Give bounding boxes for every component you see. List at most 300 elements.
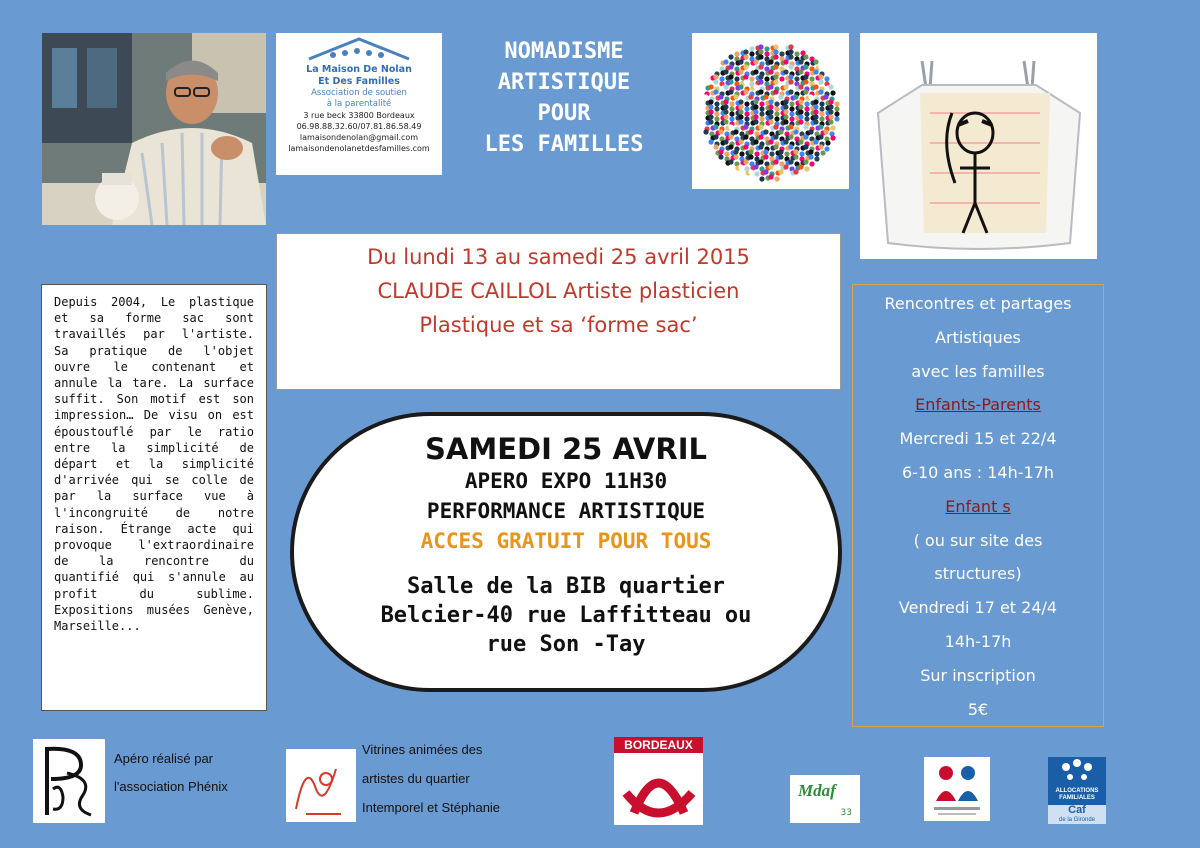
bio-text: Depuis 2004, Le plastique et sa forme sac sont travaillés par l'artiste. Sa pratique de l'objet ouvre le contenant et annule la tare. La surface suffit. Son motif est son impression… De visu on est époustouflé par le ratio entre la simplicité de départ et la simplicité d'arrivée qui se colle de par la surface vue à l'incongruité de notre raison. Étrange acte qui provoque l'extraordinaire de la rencontre du quantifié qui s'annule au profit du sublime. Expositions musées Genève, Marseille... [54, 295, 254, 634]
mosaic-dot [738, 84, 743, 89]
rencontres-line-enfants: Enfant s [945, 496, 1011, 516]
mosaic-dot [723, 139, 728, 144]
mosaic-dot [804, 101, 809, 106]
mosaic-dot [768, 114, 773, 119]
bordeaux-crescents-icon [614, 753, 703, 825]
mosaic-dot [768, 99, 773, 104]
mosaic-dot [793, 154, 798, 159]
mosaic-dot [723, 59, 728, 64]
mosaic-dot [798, 119, 803, 124]
mosaic-dot [783, 69, 788, 74]
mosaic-dot [813, 59, 818, 64]
mosaic-dot [713, 74, 718, 79]
mosaic-dot [773, 74, 778, 79]
mosaic-dot [758, 124, 763, 129]
mosaic-dot [723, 114, 728, 119]
mosaic-dot [729, 111, 734, 116]
mosaic-dot [803, 54, 808, 59]
vitrines-caption-line3: Intemporel et Stéphanie [362, 800, 501, 815]
title-line-2: ARTISTIQUE [497, 70, 631, 95]
mosaic-dot [734, 76, 739, 81]
mosaic-dot [758, 89, 763, 94]
mosaic-dot [789, 106, 794, 111]
mosaic-dot [779, 51, 784, 56]
mosaic-dot [758, 74, 763, 79]
mosaic-dot [834, 101, 839, 106]
mosaic-dot [793, 149, 798, 154]
mosaic-dot [758, 54, 763, 59]
mosaic-dot [738, 109, 743, 114]
mosaic-dot [748, 169, 753, 174]
mosaic-dot [828, 109, 833, 114]
mosaic-dot [778, 129, 783, 134]
mosaic-dot [713, 134, 718, 139]
mosaic-dot [808, 149, 813, 154]
mosaic-dot [738, 114, 743, 119]
mosaic-dot [728, 144, 733, 149]
mosaic-dot [764, 51, 769, 56]
mosaic-dot [728, 134, 733, 139]
title-line-1: NOMADISME [504, 39, 624, 64]
mosaic-dot [813, 119, 818, 124]
mosaic-dot [808, 154, 813, 159]
mosaic-dot [783, 59, 788, 64]
mosaic-dot [773, 134, 778, 139]
mosaic-dot [768, 104, 773, 109]
mosaic-dot [798, 164, 803, 169]
nolan-subtitle-line1: Association de soutien [311, 88, 407, 98]
mosaic-dot [708, 114, 713, 119]
mosaic-dot [758, 49, 763, 54]
mosaic-dot [743, 79, 748, 84]
plastic-bag-illustration [860, 33, 1097, 259]
mosaic-dot [723, 104, 728, 109]
highlight-access: ACCES GRATUIT POUR TOUS [420, 529, 712, 553]
highlight-day: SAMEDI 25 AVRIL [425, 432, 707, 466]
mosaic-dot [713, 124, 718, 129]
mosaic-dot [783, 84, 788, 89]
mosaic-dot [778, 169, 783, 174]
mosaic-dot [748, 94, 753, 99]
vitrines-drawing-icon [286, 749, 356, 822]
mosaic-dot [804, 166, 809, 171]
mosaic-dot [729, 106, 734, 111]
mosaic-dot [714, 116, 719, 121]
mosaic-dot [818, 74, 823, 79]
mosaic-dot [778, 94, 783, 99]
mosaic-dot [753, 119, 758, 124]
mosaic-dot [733, 94, 738, 99]
mosaic-dot [825, 140, 830, 145]
mosaic-dot [803, 64, 808, 69]
mosaic-dot [759, 111, 764, 116]
mosaic-circle-illustration [692, 33, 849, 189]
mosaic-dot [793, 129, 798, 134]
mosaic-dot [788, 74, 793, 79]
mdaf-number: 33 [840, 808, 852, 818]
mosaic-dot [708, 99, 713, 104]
mosaic-dot [779, 76, 784, 81]
mosaic-dot [774, 116, 779, 121]
mosaic-dot [739, 151, 744, 156]
mosaic-dot [763, 149, 768, 154]
mosaic-dot [818, 79, 823, 84]
mosaic-dot [774, 111, 779, 116]
mosaic-dot [768, 59, 773, 64]
mosaic-dot [708, 139, 713, 144]
mosaic-dot [763, 169, 768, 174]
rencontres-line: 6-10 ans : 14h-17h [901, 462, 1054, 482]
mosaic-dot [834, 116, 839, 121]
highlight-venue-line1: Salle de la BIB quartier [407, 574, 725, 599]
mosaic-dot [743, 124, 748, 129]
title-line-3: POUR [537, 101, 591, 126]
mosaic-dot [778, 149, 783, 154]
mosaic-dot [773, 44, 778, 49]
mosaic-dot [803, 79, 808, 84]
mosaic-dot [753, 59, 758, 64]
artist-photo [42, 33, 266, 225]
caf-line3: Caf [1068, 804, 1086, 816]
mosaic-dot [768, 69, 773, 74]
caf-line4: de la Gironde [1058, 817, 1096, 823]
mosaic-dot [788, 124, 793, 129]
mosaic-dot [818, 124, 823, 129]
mosaic-dot [779, 46, 784, 51]
mosaic-dot [794, 76, 799, 81]
mosaic-dot [813, 114, 818, 119]
mosaic-dot [798, 84, 803, 89]
mosaic-dot [728, 79, 733, 84]
mosaic-dot [733, 149, 738, 154]
event-info-box [276, 233, 841, 390]
mosaic-dot [789, 116, 794, 121]
mosaic-dot [813, 69, 818, 74]
mosaic-dot [798, 59, 803, 64]
phenix-caption-line2: l'association Phénix [114, 779, 228, 794]
mosaic-dot [773, 89, 778, 94]
mosaic-dot [824, 146, 829, 151]
highlight-apero: APERO EXPO 11H30 [464, 469, 668, 493]
mosaic-dot [718, 154, 723, 159]
caf-logo [1048, 757, 1106, 823]
nolan-subtitle-line2: à la parentalité [326, 99, 392, 109]
mosaic-dot [813, 109, 818, 114]
highlight-performance: PERFORMANCE ARTISTIQUE [426, 499, 706, 523]
mosaic-dot [718, 149, 723, 154]
mdaf-label: Mdaf [798, 781, 836, 800]
mosaic-dot [818, 134, 823, 139]
mosaic-dot [753, 69, 758, 74]
mosaic-dot [734, 51, 739, 56]
rencontres-line: Rencontres et partages [884, 294, 1072, 313]
mosaic-dot [723, 109, 728, 114]
mosaic-dot [778, 154, 783, 159]
mosaic-dot [834, 106, 839, 111]
phenix-monogram-icon [33, 739, 105, 823]
mosaic-dot [828, 84, 833, 89]
mosaic-dot [803, 74, 808, 79]
mosaic-dot [758, 79, 763, 84]
mosaic-dot [753, 114, 758, 119]
mosaic-dot [819, 106, 824, 111]
mosaic-dot [808, 94, 813, 99]
mosaic-dot [809, 76, 814, 81]
mosaic-dot [803, 134, 808, 139]
mosaic-dot [754, 171, 759, 176]
mosaic-dot [728, 89, 733, 94]
mosaic-dot [788, 49, 793, 54]
mosaic-dot [728, 124, 733, 129]
mosaic-dot [758, 64, 763, 69]
mosaic-dot [783, 119, 788, 124]
maison-de-nolan-logo [276, 33, 442, 175]
rencontres-line: Sur inscription [920, 665, 1036, 685]
artist-bio [41, 284, 267, 711]
mosaic-dot [758, 44, 763, 49]
mosaic-dot [738, 59, 743, 64]
event-dates: Du lundi 13 au samedi 25 avril 2015 [367, 245, 750, 269]
mosaic-dot [758, 134, 763, 139]
mosaic-dot [763, 154, 768, 159]
mosaic-dot [723, 69, 728, 74]
mosaic-dot [718, 129, 723, 134]
mosaic-dot [773, 54, 778, 59]
mosaic-dot [773, 64, 778, 69]
mosaic-dot [788, 44, 793, 49]
mosaic-dot [753, 99, 758, 104]
mosaic-dot [798, 139, 803, 144]
rencontres-line: avec les familles [911, 361, 1045, 381]
mosaic-dot [738, 69, 743, 74]
mosaic-dot [703, 129, 708, 134]
mosaic-dot [813, 84, 818, 89]
mdaf-logo [790, 775, 860, 823]
mosaic-dot [794, 51, 799, 56]
vitrines-caption-line2: artistes du quartier [362, 771, 470, 786]
mosaic-dot [804, 116, 809, 121]
mosaic-dot [733, 129, 738, 134]
mosaic-dot [813, 99, 818, 104]
mosaic-dot [728, 74, 733, 79]
mosaic-dot [768, 174, 773, 179]
mosaic-dot [818, 89, 823, 94]
mosaic-dot [830, 125, 835, 130]
mosaic-dot [830, 90, 835, 95]
mosaic-dot [723, 119, 728, 124]
mosaic-dot [753, 109, 758, 114]
mosaic-dot [823, 94, 828, 99]
mosaic-dot [753, 164, 758, 169]
phenix-logo [33, 739, 105, 823]
mosaic-dot [814, 156, 819, 161]
mosaic-dot [793, 94, 798, 99]
mosaic-artwork [692, 33, 849, 189]
mosaic-dot [788, 89, 793, 94]
mosaic-dot [749, 46, 754, 51]
mosaic-dot [789, 101, 794, 106]
mosaic-dot [768, 139, 773, 144]
mosaic-dot [828, 114, 833, 119]
mosaic-dot [834, 111, 839, 116]
mosaic-dot [764, 76, 769, 81]
caf-line1: ALLOCATIONS [1055, 788, 1099, 794]
mosaic-dot [798, 99, 803, 104]
mosaic-dot [828, 119, 833, 124]
mosaic-dot [744, 111, 749, 116]
rencontres-line: ( ou sur site des [913, 530, 1043, 550]
mosaic-dot [738, 164, 743, 169]
nolan-name-line2: Et Des Familles [318, 76, 400, 87]
mosaic-dot [738, 119, 743, 124]
mosaic-dot [784, 151, 789, 156]
mosaic-dot [764, 46, 769, 51]
mosaic-dot [744, 101, 749, 106]
mosaic-dot [793, 169, 798, 174]
mosaic-dot [824, 76, 829, 81]
mosaic-dot [743, 89, 748, 94]
mosaic-dot [728, 159, 733, 164]
mosaic-dot [783, 109, 788, 114]
mosaic-dot [819, 111, 824, 116]
mosaic-dot [783, 114, 788, 119]
mosaic-dot [743, 44, 748, 49]
mosaic-dot [743, 54, 748, 59]
nolan-address: 3 rue beck 33800 Bordeaux [303, 111, 415, 120]
mosaic-dot [743, 49, 748, 54]
mosaic-dot [749, 51, 754, 56]
mosaic-dot [714, 101, 719, 106]
mosaic-dot [743, 134, 748, 139]
mosaic-dot [773, 144, 778, 149]
mosaic-dot [799, 151, 804, 156]
mosaic-dot [774, 176, 779, 181]
mosaic-dot [804, 106, 809, 111]
mosaic-dot [820, 150, 825, 155]
bordeaux-label: BORDEAUX [624, 738, 693, 752]
mosaic-dot [774, 101, 779, 106]
mosaic-dot [813, 104, 818, 109]
mosaic-dot [733, 154, 738, 159]
rencontres-line: Mercredi 15 et 22/4 [899, 429, 1057, 449]
mosaic-dot [743, 74, 748, 79]
rencontres-line: 5€ [967, 699, 989, 719]
mosaic-dot [748, 129, 753, 134]
mosaic-dot [798, 69, 803, 74]
mosaic-dot [798, 109, 803, 114]
mosaic-dot [753, 139, 758, 144]
mosaic-dot [759, 116, 764, 121]
mosaic-dot [728, 64, 733, 69]
mosaic-dot [708, 119, 713, 124]
mosaic-dot [818, 64, 823, 69]
mosaic-dot [744, 116, 749, 121]
event-artist: CLAUDE CAILLOL Artiste plasticien [377, 279, 740, 303]
mosaic-dot [759, 106, 764, 111]
rencontres-line-enfants-parents: Enfants-Parents [915, 395, 1041, 415]
caf-line2: FAMILIALES [1059, 795, 1095, 801]
mosaic-dot [830, 135, 835, 140]
mosaic-dot [809, 161, 814, 166]
mosaic-dot [708, 104, 713, 109]
mosaic-dot [759, 176, 764, 181]
mosaic-dot [763, 129, 768, 134]
mosaic-dot [769, 151, 774, 156]
mosaic-dot [774, 106, 779, 111]
mosaic-dot [713, 89, 718, 94]
mosaic-dot [729, 101, 734, 106]
mosaic-dot [814, 151, 819, 156]
mosaic-dot [808, 129, 813, 134]
mosaic-dot [754, 151, 759, 156]
mosaic-dot [828, 104, 833, 109]
mosaic-dot [798, 104, 803, 109]
vitrines-caption [362, 735, 562, 822]
mosaic-dot [788, 79, 793, 84]
mosaic-dot [788, 54, 793, 59]
mosaic-dot [768, 109, 773, 114]
mosaic-dot [738, 104, 743, 109]
highlight-oval [290, 412, 842, 692]
mosaic-dot [783, 164, 788, 169]
nolan-name-line1: La Maison De Nolan [306, 64, 412, 75]
vitrines-logo [286, 749, 356, 822]
mosaic-dot [818, 144, 823, 149]
artist-photo-illustration [42, 33, 266, 225]
mosaic-dot [783, 104, 788, 109]
mosaic-dot [748, 149, 753, 154]
mosaic-dot [773, 159, 778, 164]
mosaic-dot [743, 64, 748, 69]
rencontres-line: Vendredi 17 et 24/4 [898, 598, 1058, 618]
reseau-parentalite-logo [924, 757, 990, 821]
mosaic-dot [803, 124, 808, 129]
event-theme: Plastique et sa ‘forme sac’ [419, 313, 698, 337]
poster-title [440, 36, 688, 160]
mosaic-dot [703, 94, 708, 99]
mosaic-dot [723, 84, 728, 89]
rencontres-line: structures) [934, 564, 1022, 584]
mosaic-dot [804, 111, 809, 116]
mosaic-dot [798, 114, 803, 119]
phenix-caption-line1: Apéro réalisé par [114, 751, 213, 766]
mosaic-dot [773, 79, 778, 84]
mosaic-dot [784, 171, 789, 176]
mosaic-dot [753, 84, 758, 89]
plastic-bag-artwork [860, 33, 1097, 259]
family-figures-icon [924, 757, 990, 821]
mosaic-dot [788, 134, 793, 139]
mosaic-dot [743, 144, 748, 149]
mosaic-dot [759, 101, 764, 106]
mosaic-dot [724, 151, 729, 156]
mosaic-dot [803, 144, 808, 149]
mosaic-dot [773, 124, 778, 129]
mosaic-dot [783, 139, 788, 144]
mosaic-dot [744, 106, 749, 111]
mosaic-dot [763, 94, 768, 99]
mosaic-dot [714, 111, 719, 116]
mosaic-dot [789, 111, 794, 116]
phenix-caption [114, 750, 274, 796]
mosaic-dot [768, 119, 773, 124]
mosaic-dot [743, 159, 748, 164]
mosaic-dot [819, 101, 824, 106]
mosaic-dot [828, 99, 833, 104]
mosaic-dot [708, 84, 713, 89]
bordeaux-logo [614, 737, 703, 825]
mosaic-dot [714, 106, 719, 111]
